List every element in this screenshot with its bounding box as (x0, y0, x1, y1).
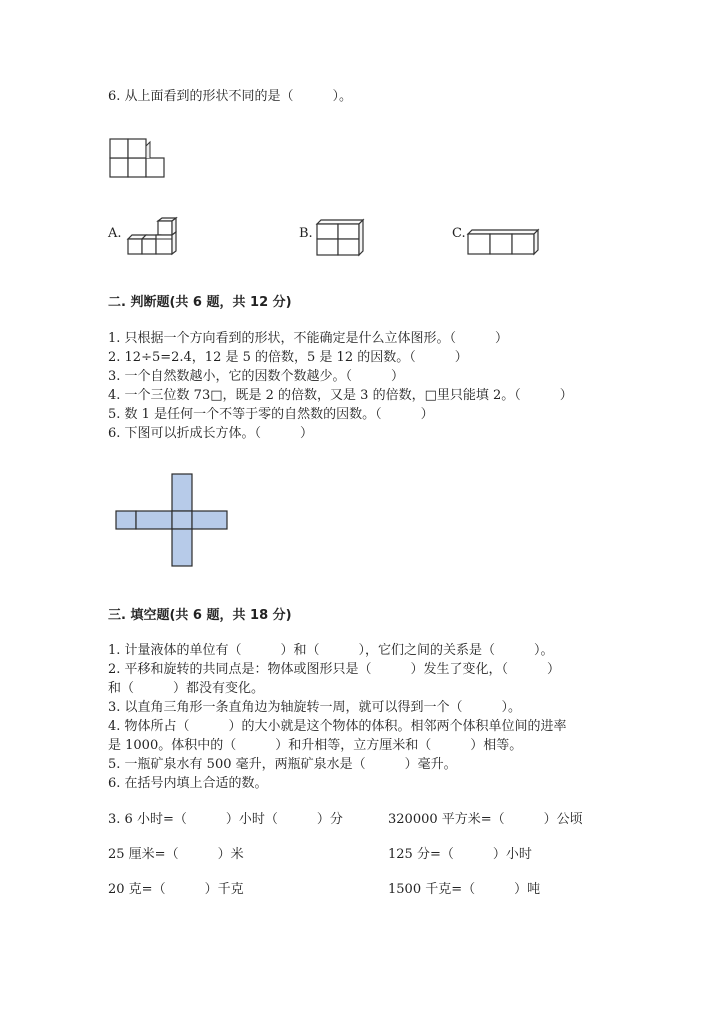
judge-item-6: 6. 下图可以折成长方体。（ ） (108, 426, 314, 441)
option-a-figure[interactable] (124, 218, 180, 258)
reference-cube-figure (108, 138, 168, 183)
option-a-label[interactable]: A. (108, 226, 122, 241)
fill-line-2: 2. 平移和旋转的共同点是：物体或图形只是（ ）发生了变化，（ ） (108, 662, 561, 677)
cuboid-net-figure (116, 474, 236, 574)
judge-item-3: 3. 一个自然数越小，它的因数个数越少。（ ） (108, 369, 405, 384)
conversion-left-3: 20 克=（ ）千克 (108, 882, 244, 897)
option-c-label[interactable]: C. (452, 226, 466, 241)
conversion-right-1: 320000 平方米=（ ）公顷 (388, 812, 583, 827)
judge-item-5: 5. 数 1 是任何一个不等于零的自然数的因数。（ ） (108, 407, 434, 422)
option-b-label[interactable]: B. (299, 226, 313, 241)
judge-item-2: 2. 12÷5=2.4，12 是 5 的倍数，5 是 12 的因数。（ ） (108, 350, 468, 365)
conversion-right-3: 1500 千克=（ ）吨 (388, 882, 541, 897)
conversion-left-2: 25 厘米=（ ）米 (108, 847, 244, 862)
conversion-left-1: 3. 6 小时=（ ）小时（ ）分 (108, 812, 343, 827)
fill-line-8: 6. 在括号内填上合适的数。 (108, 776, 268, 791)
option-c-figure[interactable] (466, 228, 542, 258)
judge-item-1: 1. 只根据一个方向看到的形状，不能确定是什么立体图形。（ ） (108, 331, 509, 346)
fill-line-5: 4. 物体所占（ ）的大小就是这个物体的体积。相邻两个体积单位间的进率 (108, 719, 567, 734)
conversion-right-2: 125 分=（ ）小时 (388, 847, 532, 862)
fill-line-4: 3. 以直角三角形一条直角边为轴旋转一周，就可以得到一个（ ）。 (108, 700, 522, 715)
section-2-title: 二. 判断题(共 6 题，共 12 分) (108, 295, 292, 310)
judge-item-4: 4. 一个三位数 73□，既是 2 的倍数，又是 3 的倍数，□里只能填 2。（ ） (108, 388, 573, 403)
option-b-figure[interactable] (313, 218, 365, 258)
fill-line-3: 和（ ）都没有变化。 (108, 681, 265, 696)
section-3-title: 三. 填空题(共 6 题，共 18 分) (108, 608, 292, 623)
fill-line-7: 5. 一瓶矿泉水有 500 毫升，两瓶矿泉水是（ ）毫升。 (108, 757, 457, 772)
question-6-text: 6. 从上面看到的形状不同的是（ ）。 (108, 89, 353, 104)
fill-line-1: 1. 计量液体的单位有（ ）和（ ），它们之间的关系是（ ）。 (108, 643, 554, 658)
fill-line-6: 是 1000。体积中的（ ）和升相等，立方厘米和（ ）相等。 (108, 738, 523, 753)
